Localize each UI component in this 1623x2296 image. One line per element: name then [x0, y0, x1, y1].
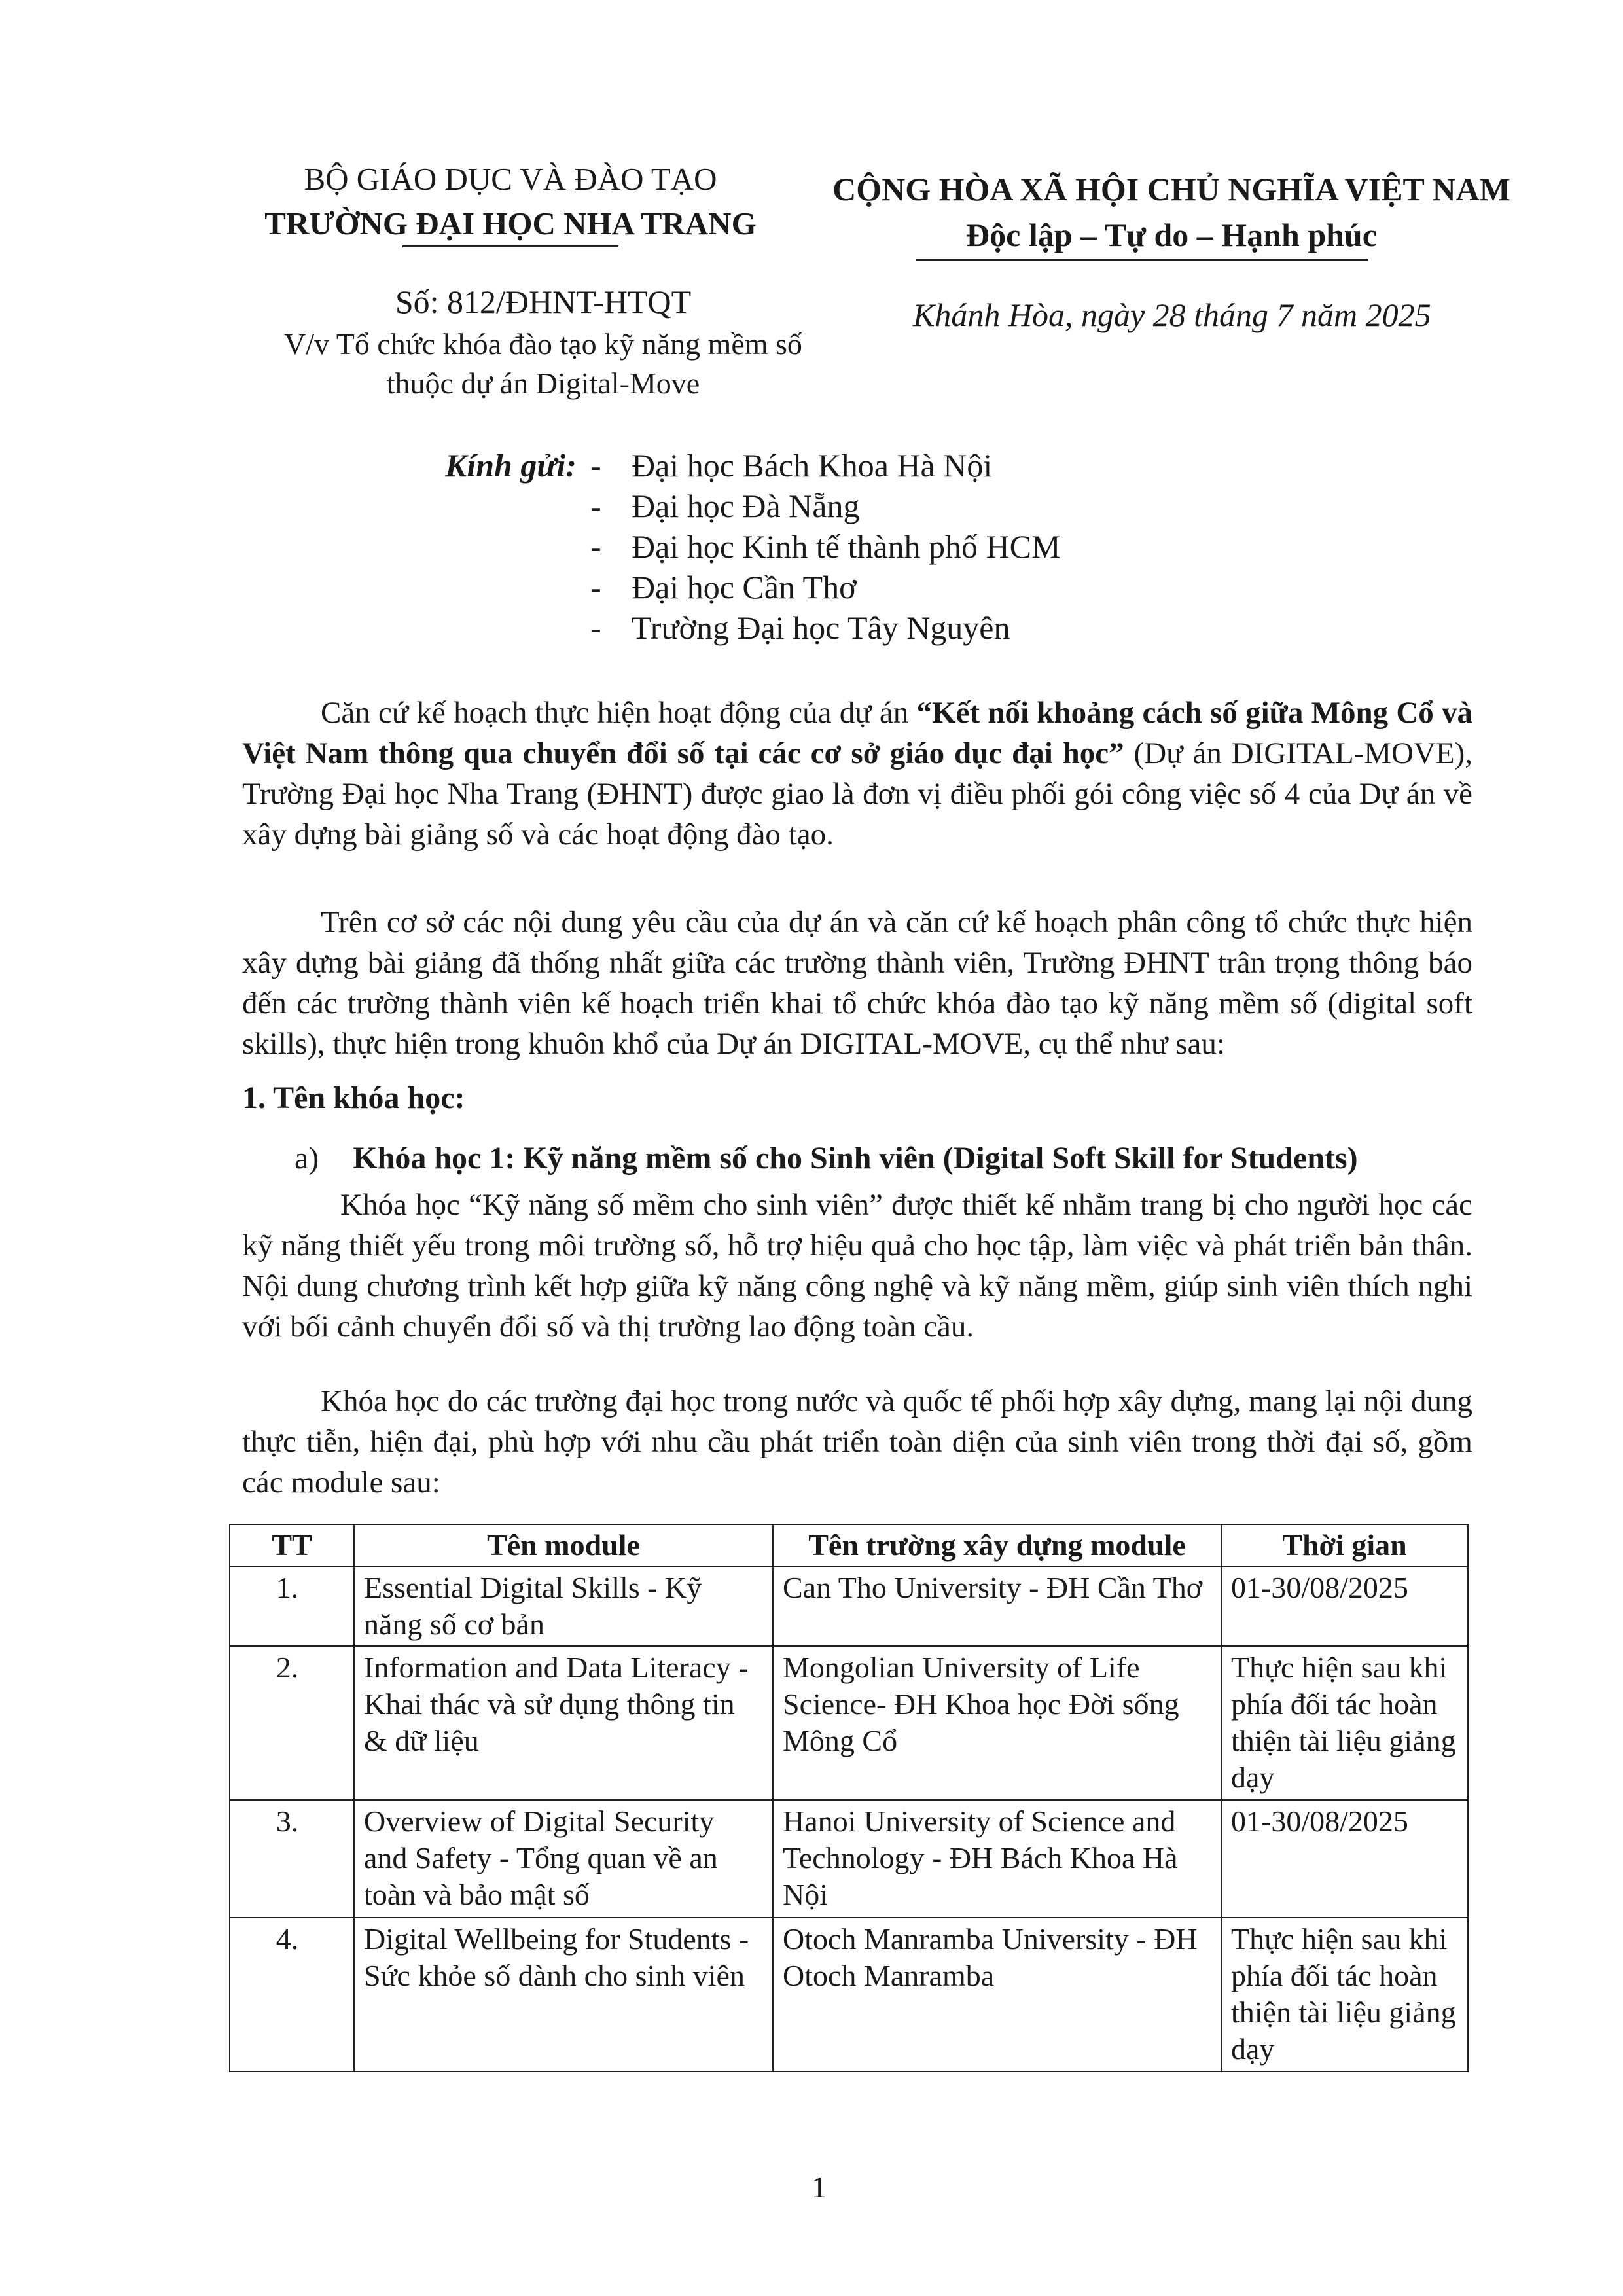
- column-header: Tên trường xây dựng module: [773, 1524, 1221, 1566]
- column-header: Tên module: [354, 1524, 773, 1566]
- table-row: [230, 1566, 1468, 1646]
- issuer-block: [196, 157, 825, 246]
- recipient-name: Đại học Kinh tế thành phố HCM: [632, 528, 1061, 565]
- subject-line-1: V/v Tổ chức khóa đào tạo kỹ năng mềm số: [284, 327, 802, 361]
- table-row: [230, 1646, 1468, 1800]
- ministry-name: BỘ GIÁO DỤC VÀ ĐÀO TẠO: [304, 161, 717, 197]
- recipient-dash: -: [590, 447, 601, 484]
- table-row: [230, 1800, 1468, 1918]
- p3-text: Khóa học “Kỹ năng số mềm cho sinh viên” được thiết kế nhằm trang bị cho người học các kỹ năng thiết yếu trong môi trường số, hỗ trợ hiệu quả cho học tập, làm việc và phát triển bản thân. Nội dung chương trình kết hợp giữa kỹ năng công nghệ và kỹ năng mềm, giúp sinh viên thích nghi với bối cảnh chuyển đổi số và thị trường lao động toàn cầu.: [242, 1188, 1472, 1344]
- recipient-name: Đại học Đà Nẵng: [632, 488, 860, 524]
- recipient-row: [445, 567, 1361, 607]
- recipient-dash: -: [590, 609, 601, 646]
- table-row: [230, 1918, 1468, 2072]
- row-number: 4.: [230, 1918, 354, 2072]
- project-name: “Kết nối khoảng cách số giữa Mông Cổ và Việt Nam thông qua chuyển đổi số tại các cơ sở giáo dục đại học”: [242, 696, 1472, 770]
- module-table: [229, 1524, 1469, 2072]
- recipient-name: Đại học Bách Khoa Hà Nội: [632, 447, 993, 484]
- republic-name: CỘNG HÒA XÃ HỘI CHỦ NGHĨA VIỆT NAM: [832, 171, 1510, 207]
- column-header: TT: [230, 1524, 354, 1566]
- place-date: Khánh Hòa, ngày 28 tháng 7 năm 2025: [913, 296, 1431, 333]
- subject-line-2: thuộc dự án Digital-Move: [386, 367, 700, 400]
- module-name: Information and Data Literacy -Khai thác và sử dụng thông tin & dữ liệu: [354, 1646, 773, 1800]
- p4-text: Khóa học do các trường đại học trong nước và quốc tế phối hợp xây dựng, mang lại nội dung thực tiễn, hiện đại, phù hợp với nhu cầu phát triển toàn diện của sinh viên trong thời đại số, gồm các module sau:: [242, 1384, 1472, 1499]
- row-number: 3.: [230, 1800, 354, 1918]
- module-university: Hanoi University of Science and Technology - ĐH Bách Khoa Hà Nội: [773, 1800, 1221, 1918]
- module-name: Overview of Digital Security and Safety - Tổng quan về an toàn và bảo mật số: [354, 1800, 773, 1918]
- row-number: 1.: [230, 1566, 354, 1646]
- recipient-name: Đại học Cần Thơ: [632, 569, 857, 605]
- reference-block: [216, 279, 870, 403]
- column-header: Thời gian: [1221, 1524, 1468, 1566]
- p2-text: Trên cơ sở các nội dung yêu cầu của dự án và căn cứ kế hoạch phân công tổ chức thực hiện xây dựng bài giảng đã thống nhất giữa các trường thành viên, Trường ĐHNT trân trọng thông báo đến các trường thành viên kế hoạch triển khai tổ chức khóa đào tạo kỹ năng mềm số (digital soft skills), thực hiện trong khuôn khổ của Dự án DIGITAL-MOVE, cụ thể như sau:: [242, 905, 1472, 1061]
- recipient-row: [445, 445, 1361, 486]
- course-a-marker: a): [294, 1141, 319, 1175]
- recipient-row: [445, 486, 1361, 526]
- recipient-row: [445, 607, 1361, 648]
- issuer-underline: [402, 245, 618, 247]
- module-name: Digital Wellbeing for Students -Sức khỏe số dành cho sinh viên: [354, 1918, 773, 2072]
- course-a-title: Khóa học 1: Kỹ năng mềm số cho Sinh viên (Digital Soft Skill for Students): [353, 1141, 1358, 1175]
- module-name: Essential Digital Skills - Kỹ năng số cơ bản: [354, 1566, 773, 1646]
- p1-suffix: (Dự án DIGITAL-MOVE), Trường Đại học Nha Trang (ĐHNT) được giao là đơn vị điều phối gói công việc số 4 của Dự án về xây dựng bài giảng số và các hoạt động đào tạo.: [242, 736, 1472, 852]
- recipients-lead: Kính gửi:: [445, 447, 577, 484]
- module-time: Thực hiện sau khi phía đối tác hoàn thiện tài liệu giảng dạy: [1221, 1646, 1468, 1800]
- module-time: 01-30/08/2025: [1221, 1566, 1468, 1646]
- paragraph-plan: [242, 902, 1472, 1064]
- module-time: 01-30/08/2025: [1221, 1800, 1468, 1918]
- national-motto: Độc lập – Tự do – Hạnh phúc: [966, 217, 1377, 253]
- paragraph-basis: [242, 692, 1472, 855]
- paragraph-module-intro: [242, 1381, 1472, 1503]
- module-university: Mongolian University of Life Science- ĐH Khoa học Đời sống Mông Cổ: [773, 1646, 1221, 1800]
- national-heading: [785, 166, 1558, 258]
- document-number: Số: 812/ĐHNT-HTQT: [395, 283, 692, 320]
- university-name: TRƯỜNG ĐẠI HỌC NHA TRANG: [264, 206, 757, 242]
- recipient-dash: -: [590, 528, 601, 565]
- module-university: Otoch Manramba University - ĐH Otoch Manramba: [773, 1918, 1221, 2072]
- p1-prefix: Căn cứ kế hoạch thực hiện hoạt động của dự án: [321, 696, 917, 730]
- recipients: [445, 445, 1361, 648]
- recipient-dash: -: [590, 569, 601, 605]
- recipient-dash: -: [590, 488, 601, 524]
- table-header-row: [230, 1524, 1468, 1566]
- course-a-heading: [294, 1140, 1358, 1176]
- page-number: 1: [812, 2170, 827, 2204]
- paragraph-course-description: [242, 1185, 1472, 1347]
- row-number: 2.: [230, 1646, 354, 1800]
- motto-underline: [916, 259, 1368, 261]
- section-heading: 1. Tên khóa học:: [242, 1081, 465, 1115]
- module-university: Can Tho University - ĐH Cần Thơ: [773, 1566, 1221, 1646]
- module-time: Thực hiện sau khi phía đối tác hoàn thiện tài liệu giảng dạy: [1221, 1918, 1468, 2072]
- recipient-row: [445, 526, 1361, 567]
- recipient-name: Trường Đại học Tây Nguyên: [632, 609, 1010, 646]
